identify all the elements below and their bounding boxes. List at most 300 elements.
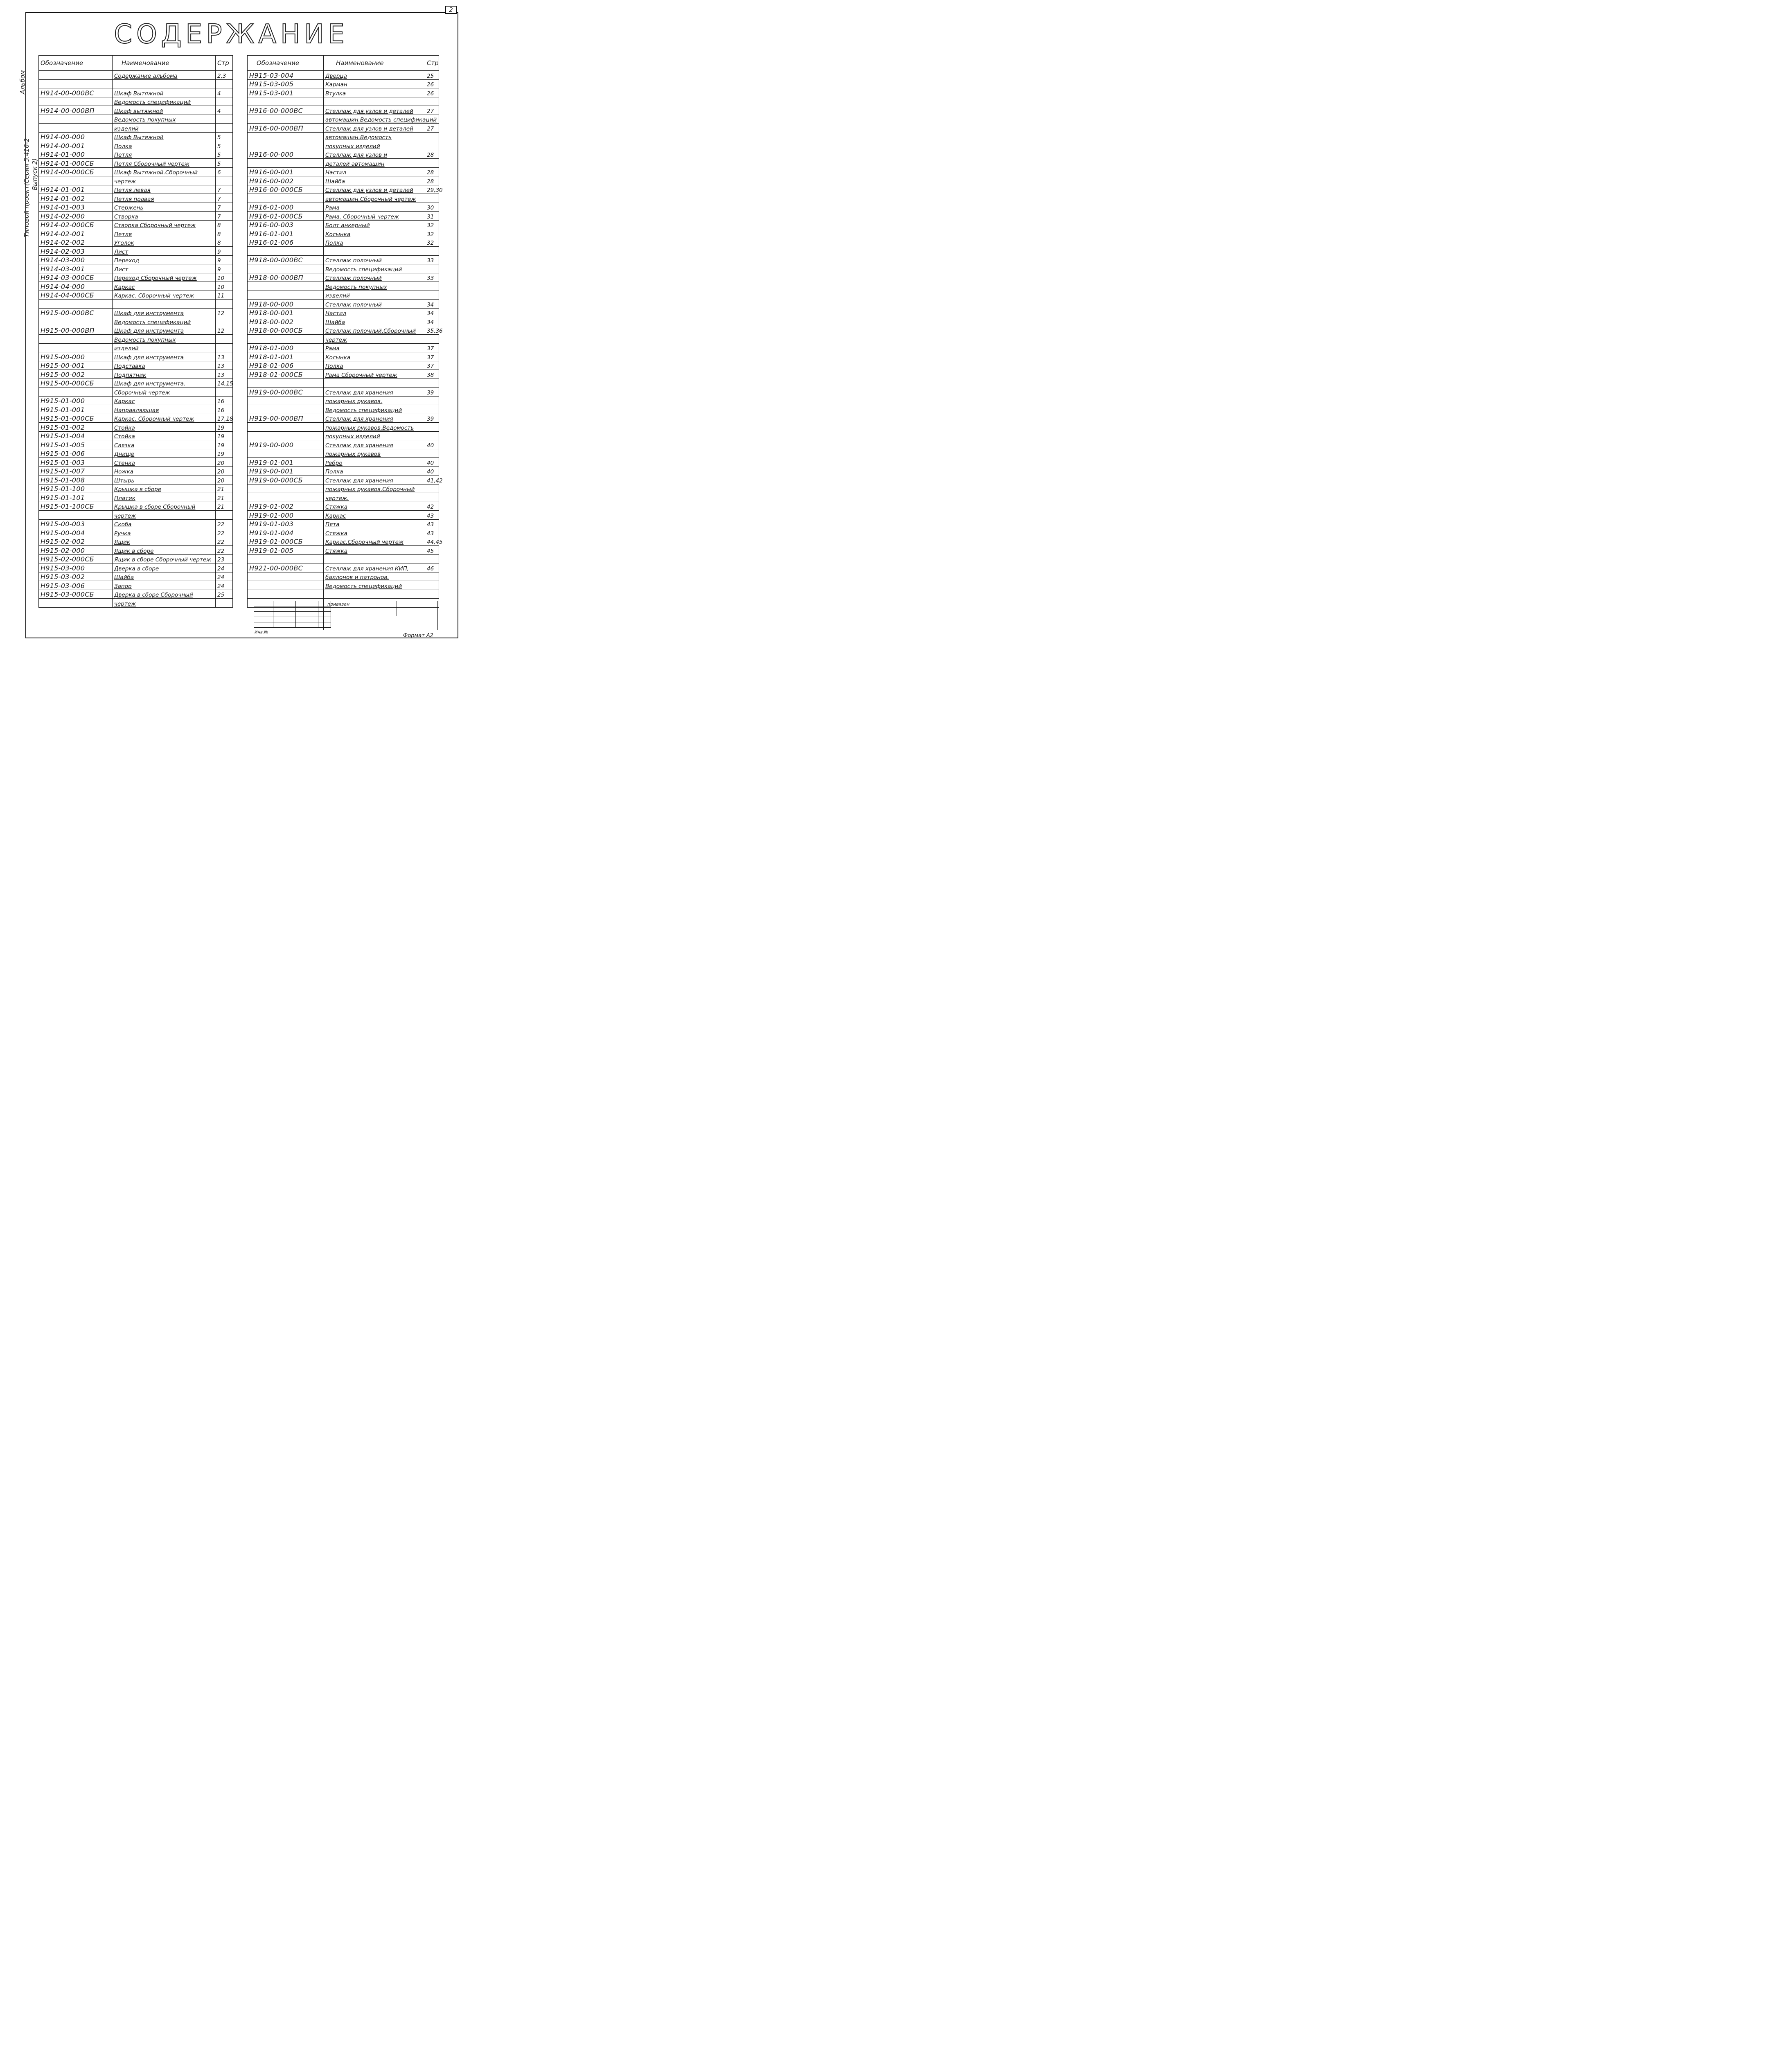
page-cell: 26 (425, 88, 439, 97)
page-cell: 32 (425, 229, 439, 238)
designation-cell: Н919-01-000СБ (248, 537, 324, 546)
name-cell: Болт анкерный (324, 220, 425, 229)
table-row (39, 79, 233, 88)
designation-cell: Н916-01-001 (248, 229, 324, 238)
page-cell: 34 (425, 308, 439, 317)
designation-cell (39, 115, 113, 124)
page-cell: 19 (216, 423, 233, 432)
designation-cell: Н916-00-000 (248, 150, 324, 159)
designation-cell (248, 141, 324, 150)
page-cell: 22 (216, 519, 233, 528)
designation-cell: Н915-00-000 (39, 352, 113, 361)
page-cell: 21 (216, 502, 233, 511)
name-cell: Ведомость покупных (113, 335, 216, 344)
table-row (248, 159, 439, 168)
designation-cell: Н918-01-000СБ (248, 370, 324, 379)
page-cell: 8 (216, 229, 233, 238)
page-cell: 6 (216, 167, 233, 176)
name-cell: Ведомость спецификаций (113, 97, 216, 106)
page-cell: 40 (425, 458, 439, 467)
designation-cell (248, 554, 324, 563)
designation-cell: Н918-00-000 (248, 300, 324, 309)
designation-cell: Н916-00-000СБ (248, 185, 324, 194)
table-row (248, 484, 439, 493)
name-cell: баллонов и патронов. (324, 572, 425, 581)
name-cell: Дверца (324, 71, 425, 80)
designation-cell (248, 572, 324, 581)
designation-cell: Н919-01-001 (248, 458, 324, 467)
table-row (39, 449, 233, 458)
designation-cell: Н914-00-000ВП (39, 106, 113, 115)
designation-cell (39, 97, 113, 106)
page-cell (216, 124, 233, 133)
page-cell: 16 (216, 396, 233, 405)
table-row (248, 361, 439, 370)
name-cell: изделий (113, 343, 216, 352)
table-row (248, 335, 439, 344)
table-row (39, 370, 233, 379)
page-cell (425, 282, 439, 291)
name-cell: Стеллаж для хранения (324, 388, 425, 397)
page-cell: 13 (216, 370, 233, 379)
page-cell (216, 176, 233, 185)
page-cell: 42 (425, 502, 439, 511)
page-cell (425, 335, 439, 344)
contents-table-right (247, 55, 443, 608)
table-row (248, 291, 439, 300)
name-cell: Лист (113, 264, 216, 273)
format-label: Формат А2 (403, 633, 434, 639)
page-cell: 5 (216, 141, 233, 150)
page-cell: 10 (216, 273, 233, 282)
name-cell: Петля Сборочный чертеж (113, 159, 216, 168)
name-cell (324, 379, 425, 388)
table-row (39, 115, 233, 124)
designation-cell (248, 431, 324, 440)
name-cell: Подпятник (113, 370, 216, 379)
name-cell: Запор (113, 581, 216, 590)
designation-cell (39, 79, 113, 88)
table-row (39, 414, 233, 423)
designation-cell: Н914-00-000ВС (39, 88, 113, 97)
table-row (248, 167, 439, 176)
name-cell: Стеллаж полочный (324, 255, 425, 264)
designation-cell (248, 115, 324, 124)
page-cell: 35,36 (425, 326, 439, 335)
table-row (248, 590, 439, 599)
page-cell: 25 (425, 71, 439, 80)
name-cell: Шкаф вытяжной (113, 106, 216, 115)
page-cell: 13 (216, 361, 233, 370)
name-cell: Карман (324, 79, 425, 88)
table-row (248, 449, 439, 458)
page-cell (425, 423, 439, 432)
table-row (39, 458, 233, 467)
designation-cell: Н915-00-004 (39, 528, 113, 537)
page-cell (425, 405, 439, 414)
name-cell: пожарных рукавов. (324, 396, 425, 405)
name-cell: изделий (324, 291, 425, 300)
page-cell: 9 (216, 255, 233, 264)
designation-cell: Н919-00-000СБ (248, 475, 324, 484)
page-cell: 19 (216, 431, 233, 440)
designation-cell (248, 132, 324, 141)
name-cell: Ведомость покупных (324, 282, 425, 291)
designation-cell (39, 317, 113, 326)
table-row (39, 291, 233, 300)
header-designation: Обозначение (248, 56, 324, 71)
side-caption-project: Типовой проект(Серия 5.416-2 (23, 138, 30, 237)
designation-cell: Н919-01-003 (248, 519, 324, 528)
page-cell: 21 (216, 493, 233, 502)
designation-cell (39, 335, 113, 344)
name-cell: Сборочный чертеж (113, 388, 216, 397)
name-cell: деталей автомашин (324, 159, 425, 168)
designation-cell (39, 511, 113, 520)
designation-cell: Н914-04-000СБ (39, 291, 113, 300)
designation-cell: Н915-01-100СБ (39, 502, 113, 511)
page-title: СОДЕРЖАНИЕ (114, 19, 349, 50)
table-row (248, 273, 439, 282)
name-cell: Стяжка (324, 546, 425, 555)
name-cell: Ножка (113, 466, 216, 475)
contents-rows-right (248, 71, 443, 608)
table-row (248, 308, 439, 317)
name-cell: Стеллаж полочный.Сборочный (324, 326, 425, 335)
name-cell: Шайба (324, 176, 425, 185)
designation-cell: Н915-01-101 (39, 493, 113, 502)
title-block-grid (254, 601, 331, 628)
designation-cell: Н916-00-003 (248, 220, 324, 229)
designation-cell (39, 300, 113, 309)
title-block-cell (397, 601, 438, 616)
page-cell: 21 (216, 484, 233, 493)
designation-cell: Н915-02-000 (39, 546, 113, 555)
table-row (39, 97, 233, 106)
table-row (39, 563, 233, 572)
table-row (248, 194, 439, 203)
name-cell: Стеллаж полочный (324, 273, 425, 282)
table-row (248, 124, 439, 133)
header-name: Наименование (113, 56, 216, 71)
designation-cell: Н916-00-000ВС (248, 106, 324, 115)
table-row (248, 247, 439, 256)
name-cell: Днище (113, 449, 216, 458)
designation-cell: Н918-01-006 (248, 361, 324, 370)
name-cell: Ведомость спецификаций (324, 264, 425, 273)
designation-cell (248, 159, 324, 168)
designation-cell: Н914-01-000СБ (39, 159, 113, 168)
name-cell: Стенка (113, 458, 216, 467)
table-row (39, 405, 233, 414)
name-cell: Ведомость спецификаций (324, 581, 425, 590)
table-row (39, 203, 233, 212)
page-cell: 5 (216, 132, 233, 141)
name-cell: покупных изделий (324, 141, 425, 150)
side-caption (5, 61, 38, 237)
name-cell: пожарных рукавов.Ведомость (324, 423, 425, 432)
designation-cell: Н914-04-000 (39, 282, 113, 291)
page-cell: 34 (425, 300, 439, 309)
designation-cell (39, 176, 113, 185)
page-cell: 37 (425, 343, 439, 352)
designation-cell: Н914-02-001 (39, 229, 113, 238)
designation-cell: Н918-01-000 (248, 343, 324, 352)
designation-cell: Н919-00-000ВС (248, 388, 324, 397)
designation-cell: Н915-00-000ВП (39, 326, 113, 335)
table-row (39, 124, 233, 133)
name-cell: Рама Сборочный чертеж (324, 370, 425, 379)
page-cell: 45 (425, 546, 439, 555)
name-cell: Переход Сборочный чертеж (113, 273, 216, 282)
name-cell: Стяжка (324, 502, 425, 511)
name-cell: Стойка (113, 423, 216, 432)
designation-cell: Н915-01-000СБ (39, 414, 113, 423)
table-row (39, 273, 233, 282)
designation-cell: Н914-02-003 (39, 247, 113, 256)
table-row (248, 405, 439, 414)
name-cell: Рама. Сборочный чертеж (324, 212, 425, 221)
name-cell: Стяжка (324, 528, 425, 537)
designation-cell: Н914-00-000 (39, 132, 113, 141)
contents-table-left (38, 55, 233, 608)
name-cell: Шкаф Вытяжной.Сборочный (113, 167, 216, 176)
page-cell (425, 159, 439, 168)
table-row (248, 511, 439, 520)
page-cell (216, 79, 233, 88)
page-cell: 22 (216, 537, 233, 546)
name-cell: Шкаф для инструмента (113, 352, 216, 361)
page-cell: 20 (216, 466, 233, 475)
page-cell: 32 (425, 238, 439, 247)
designation-cell: Н916-01-000 (248, 203, 324, 212)
page-cell: 34 (425, 317, 439, 326)
page-cell (425, 449, 439, 458)
name-cell: изделий (113, 124, 216, 133)
designation-cell: Н918-00-000ВП (248, 273, 324, 282)
table-row (248, 440, 439, 449)
table-row (39, 537, 233, 546)
designation-cell: Н914-00-001 (39, 141, 113, 150)
designation-cell: Н916-00-001 (248, 167, 324, 176)
page-cell: 22 (216, 546, 233, 555)
table-row (248, 220, 439, 229)
table-row (248, 466, 439, 475)
designation-cell (248, 282, 324, 291)
page-cell (425, 590, 439, 599)
name-cell: Штырь (113, 475, 216, 484)
name-cell: Лист (113, 247, 216, 256)
name-cell: Шкаф для инструмента (113, 308, 216, 317)
page-cell: 4 (216, 106, 233, 115)
table-row (248, 554, 439, 563)
table-row (39, 159, 233, 168)
page-cell: 32 (425, 220, 439, 229)
table-row (248, 370, 439, 379)
page-cell (425, 431, 439, 440)
name-cell: Дверка в сборе Сборочный (113, 590, 216, 599)
designation-cell: Н918-00-001 (248, 308, 324, 317)
page-cell (216, 300, 233, 309)
table-row (248, 502, 439, 511)
page-cell: 38 (425, 370, 439, 379)
table-row (39, 572, 233, 581)
designation-cell: Н914-01-000 (39, 150, 113, 159)
table-row (39, 590, 233, 599)
page-cell (425, 493, 439, 502)
name-cell: Стеллаж для хранения (324, 440, 425, 449)
name-cell: Косынка (324, 229, 425, 238)
name-cell: Крышка в сборе Сборочный (113, 502, 216, 511)
table-row (39, 106, 233, 115)
designation-cell: Н918-00-002 (248, 317, 324, 326)
name-cell: чертеж (113, 176, 216, 185)
designation-cell: Н921-00-000ВС (248, 563, 324, 572)
designation-cell: Н914-01-001 (39, 185, 113, 194)
page-cell: 24 (216, 563, 233, 572)
table-row (39, 247, 233, 256)
page-cell: 8 (216, 238, 233, 247)
page-cell: 39 (425, 388, 439, 397)
name-cell: Петля (113, 229, 216, 238)
page-cell (425, 554, 439, 563)
page-cell (425, 379, 439, 388)
name-cell: Ручка (113, 528, 216, 537)
table-row (248, 88, 439, 97)
name-cell: пожарных рукавов.Сборочный (324, 484, 425, 493)
page-cell (216, 335, 233, 344)
table-row (39, 475, 233, 484)
designation-cell: Н915-01-004 (39, 431, 113, 440)
designation-cell: Н916-01-006 (248, 238, 324, 247)
table-row (248, 458, 439, 467)
name-cell: Стеллаж для узлов и деталей (324, 185, 425, 194)
table-row (248, 150, 439, 159)
name-cell: Переход (113, 255, 216, 264)
page-cell: 7 (216, 212, 233, 221)
name-cell: Пята (324, 519, 425, 528)
name-cell: Полка (113, 141, 216, 150)
table-row (248, 229, 439, 238)
name-cell: Створка (113, 212, 216, 221)
designation-cell: Н915-00-000СБ (39, 379, 113, 388)
document-sheet (0, 0, 462, 644)
name-cell: чертеж (113, 511, 216, 520)
page-cell: 10 (216, 282, 233, 291)
designation-cell: Н918-01-001 (248, 352, 324, 361)
table-row (39, 150, 233, 159)
name-cell: Шкаф Вытяжной (113, 132, 216, 141)
name-cell (324, 590, 425, 599)
page-cell (425, 484, 439, 493)
table-row (248, 255, 439, 264)
designation-cell (248, 590, 324, 599)
designation-cell: Н914-00-000СБ (39, 167, 113, 176)
designation-cell (39, 599, 113, 608)
page-cell: 22 (216, 528, 233, 537)
table-row (248, 212, 439, 221)
designation-cell (248, 194, 324, 203)
inventory-label: Инв.№ (255, 630, 268, 635)
header-page: Стр (216, 56, 233, 71)
name-cell: чертеж. (324, 493, 425, 502)
table-row (39, 220, 233, 229)
designation-cell: Н915-03-006 (39, 581, 113, 590)
designation-cell: Н919-00-000ВП (248, 414, 324, 423)
name-cell: Шкаф для инструмента. (113, 379, 216, 388)
designation-cell: Н915-01-100 (39, 484, 113, 493)
page-cell: 7 (216, 185, 233, 194)
name-cell: Полка (324, 361, 425, 370)
name-cell: Платик (113, 493, 216, 502)
table-row (39, 88, 233, 97)
designation-cell: Н915-01-005 (39, 440, 113, 449)
table-row (248, 97, 439, 106)
page-cell: 28 (425, 150, 439, 159)
table-row (248, 71, 439, 80)
page-cell (425, 396, 439, 405)
designation-cell: Н916-01-000СБ (248, 212, 324, 221)
designation-cell: Н918-00-000СБ (248, 326, 324, 335)
table-row (248, 141, 439, 150)
page-cell: 28 (425, 176, 439, 185)
name-cell (324, 554, 425, 563)
name-cell: Створка Сборочный чертеж (113, 220, 216, 229)
name-cell: Стеллаж для узлов и деталей (324, 106, 425, 115)
name-cell: Петля (113, 150, 216, 159)
designation-cell: Н915-01-001 (39, 405, 113, 414)
page-cell: 4 (216, 88, 233, 97)
designation-cell (248, 405, 324, 414)
table-row (39, 71, 233, 80)
name-cell: Стеллаж для хранения (324, 414, 425, 423)
page-cell: 26 (425, 79, 439, 88)
name-cell: чертеж (113, 599, 216, 608)
page-cell: 13 (216, 352, 233, 361)
table-row (248, 379, 439, 388)
table-row (248, 572, 439, 581)
name-cell: Каркас (113, 396, 216, 405)
designation-cell: Н915-01-007 (39, 466, 113, 475)
designation-cell (248, 396, 324, 405)
name-cell: Содержание альбома (113, 71, 216, 80)
header-page: Стр (425, 56, 439, 71)
designation-cell: Н914-01-003 (39, 203, 113, 212)
designation-cell: Н919-01-002 (248, 502, 324, 511)
name-cell: Каркас (113, 282, 216, 291)
table-row (39, 581, 233, 590)
table-row (39, 493, 233, 502)
table-row (248, 493, 439, 502)
table-row (248, 282, 439, 291)
name-cell: Ведомость покупных (113, 115, 216, 124)
table-row (39, 308, 233, 317)
page-cell: 29,30 (425, 185, 439, 194)
table-row (248, 352, 439, 361)
table-row (39, 554, 233, 563)
designation-cell: Н915-01-000 (39, 396, 113, 405)
designation-cell: Н915-03-005 (248, 79, 324, 88)
page-cell (216, 115, 233, 124)
table-row (39, 176, 233, 185)
designation-cell: Н915-01-003 (39, 458, 113, 467)
designation-cell: Н915-03-000СБ (39, 590, 113, 599)
page-cell (425, 572, 439, 581)
designation-cell: Н914-02-000 (39, 212, 113, 221)
table-row (248, 475, 439, 484)
side-caption-issue: Выпуск 2) (31, 158, 38, 190)
page-cell: 19 (216, 449, 233, 458)
